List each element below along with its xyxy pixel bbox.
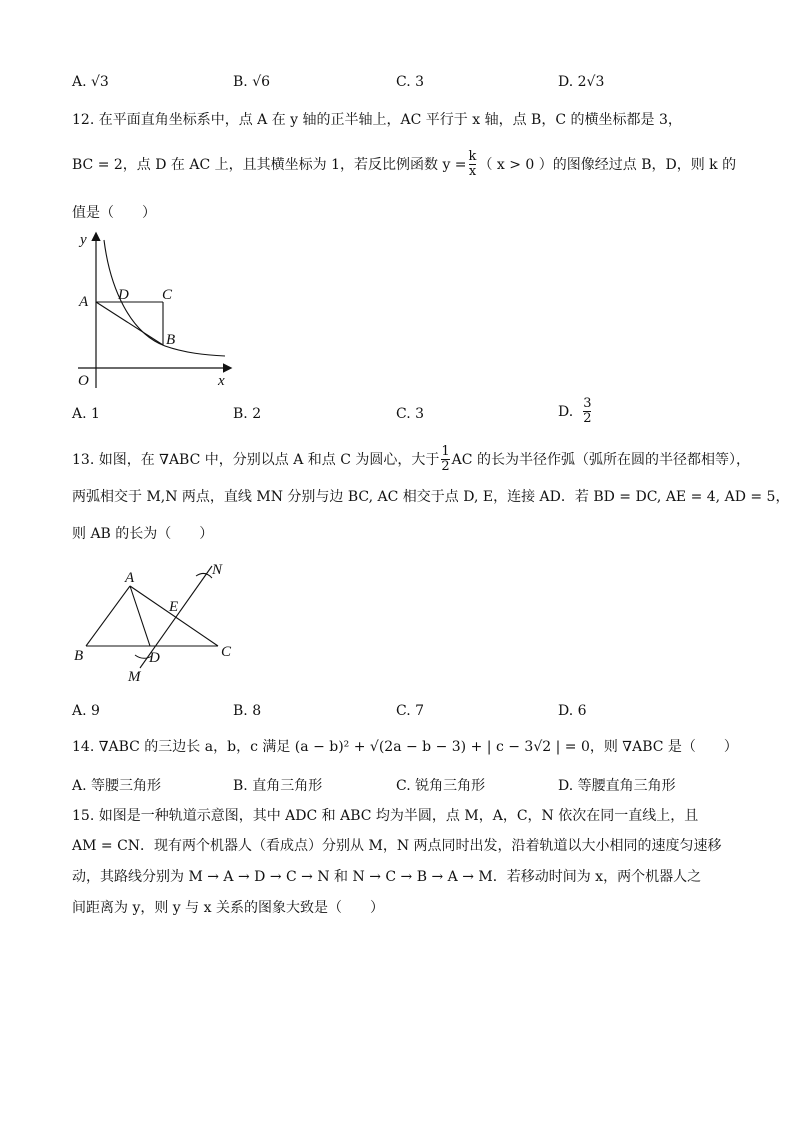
- q12-label-x: x: [218, 373, 225, 389]
- q12-label-d: D: [118, 287, 129, 303]
- q13-side-ac: [130, 586, 218, 646]
- q12-label-c: C: [162, 287, 173, 303]
- q12-label-y: y: [80, 232, 87, 248]
- q12-option-d-den: 2: [583, 411, 592, 426]
- q13-label-c: C: [221, 644, 232, 660]
- q12-label-o: O: [78, 373, 89, 389]
- q13-label-e: E: [169, 599, 179, 615]
- q11-option-b: B. √6: [233, 74, 271, 90]
- q12-option-b: B. 2: [233, 406, 262, 422]
- q13-label-d: D: [149, 650, 160, 666]
- q13-line-1: [72, 445, 750, 474]
- q13-label-a: A: [125, 570, 135, 586]
- q13-label-m: M: [128, 669, 141, 685]
- q13-label-b: B: [74, 648, 84, 664]
- q12-option-c: C. 3: [396, 406, 425, 422]
- q11-option-d: D. 2√3: [558, 74, 605, 90]
- q12-line-2-start: BC = 2，点 D 在 AC 上，且其横坐标为 1，若反比例函数 y =: [72, 156, 467, 173]
- q15-line-2: AM = CN．现有两个机器人（看成点）分别从 M，N 两点同时出发，沿着轨道以大小相同的速度匀速移: [72, 838, 722, 854]
- q13-option-b: B. 8: [233, 703, 262, 719]
- q12-option-d-fraction: [583, 397, 591, 426]
- q13-option-c: C. 7: [396, 703, 425, 719]
- q12-line-3: 值是（ ）: [72, 205, 156, 221]
- q11-option-a: A. √3: [72, 74, 109, 90]
- q14-line-1: 14. ∇ABC 的三边长 a，b，c 满足 (a − b)² + √(2a − b − 3) + | c − 3√2 | = 0，则 ∇ABC 是（ ）: [72, 739, 738, 755]
- q12-option-d: [558, 397, 593, 426]
- q12-fraction-num: k: [468, 149, 477, 164]
- q11-option-c: C. 3: [396, 74, 425, 90]
- q12-line-1: 12. 在平面直角坐标系中，点 A 在 y 轴的正半轴上，AC 平行于 x 轴，点 B，C 的横坐标都是 3，: [72, 112, 682, 128]
- q12-line-2-end: （ x > 0 ）的图像经过点 B，D，则 k 的: [478, 156, 737, 173]
- q12-label-a: A: [79, 294, 89, 310]
- q12-fraction-den: x: [468, 164, 477, 179]
- q12-option-d-prefix: D.: [558, 403, 574, 420]
- q14-option-a: A. 等腰三角形: [72, 778, 162, 794]
- q12-figure: [70, 228, 240, 393]
- q12-line-2: [72, 150, 736, 179]
- q13-line-2: 两弧相交于 M,N 两点，直线 MN 分别与边 BC, AC 相交于点 D, E，连接 AD．若 BD = DC, AE = 4, AD = 5，: [72, 489, 790, 505]
- q13-option-d: D. 6: [558, 703, 587, 719]
- q13-segment-ad: [130, 586, 150, 646]
- q15-line-3: 动，其路线分别为 M → A → D → C → N 和 N → C → B → A → M．若移动时间为 x，两个机器人之: [72, 869, 702, 885]
- q12-segment-ab: [96, 302, 163, 345]
- q13-line-1-end: AC 的长为半径作弧（弧所在圆的半径都相等），: [451, 451, 750, 468]
- q15-line-1: 15. 如图是一种轨道示意图，其中 ADC 和 ABC 均为半圆，点 M，A，C，N 依次在同一直线上，且: [72, 808, 699, 824]
- q12-option-d-num: 3: [583, 396, 592, 411]
- q13-fraction-num: 1: [441, 444, 450, 459]
- q14-option-c: C. 锐角三角形: [396, 778, 486, 794]
- q13-line-3: 则 AB 的长为（ ）: [72, 526, 214, 542]
- q13-side-ba: [86, 586, 130, 646]
- q13-line-1-start: 13. 如图，在 ∇ABC 中，分别以点 A 和点 C 为圆心，大于: [72, 451, 440, 468]
- q13-fraction: [441, 445, 449, 474]
- q12-fraction: [469, 150, 477, 179]
- q13-fraction-den: 2: [441, 459, 450, 474]
- q14-option-d: D. 等腰直角三角形: [558, 778, 676, 794]
- q12-option-a: A. 1: [72, 406, 100, 422]
- q13-figure: [70, 558, 250, 688]
- q13-option-a: A. 9: [72, 703, 100, 719]
- q12-label-b: B: [166, 332, 176, 348]
- q13-label-n: N: [212, 562, 223, 578]
- q15-line-4: 间距离为 y，则 y 与 x 关系的图象大致是（ ）: [72, 900, 384, 916]
- q14-option-b: B. 直角三角形: [233, 778, 323, 794]
